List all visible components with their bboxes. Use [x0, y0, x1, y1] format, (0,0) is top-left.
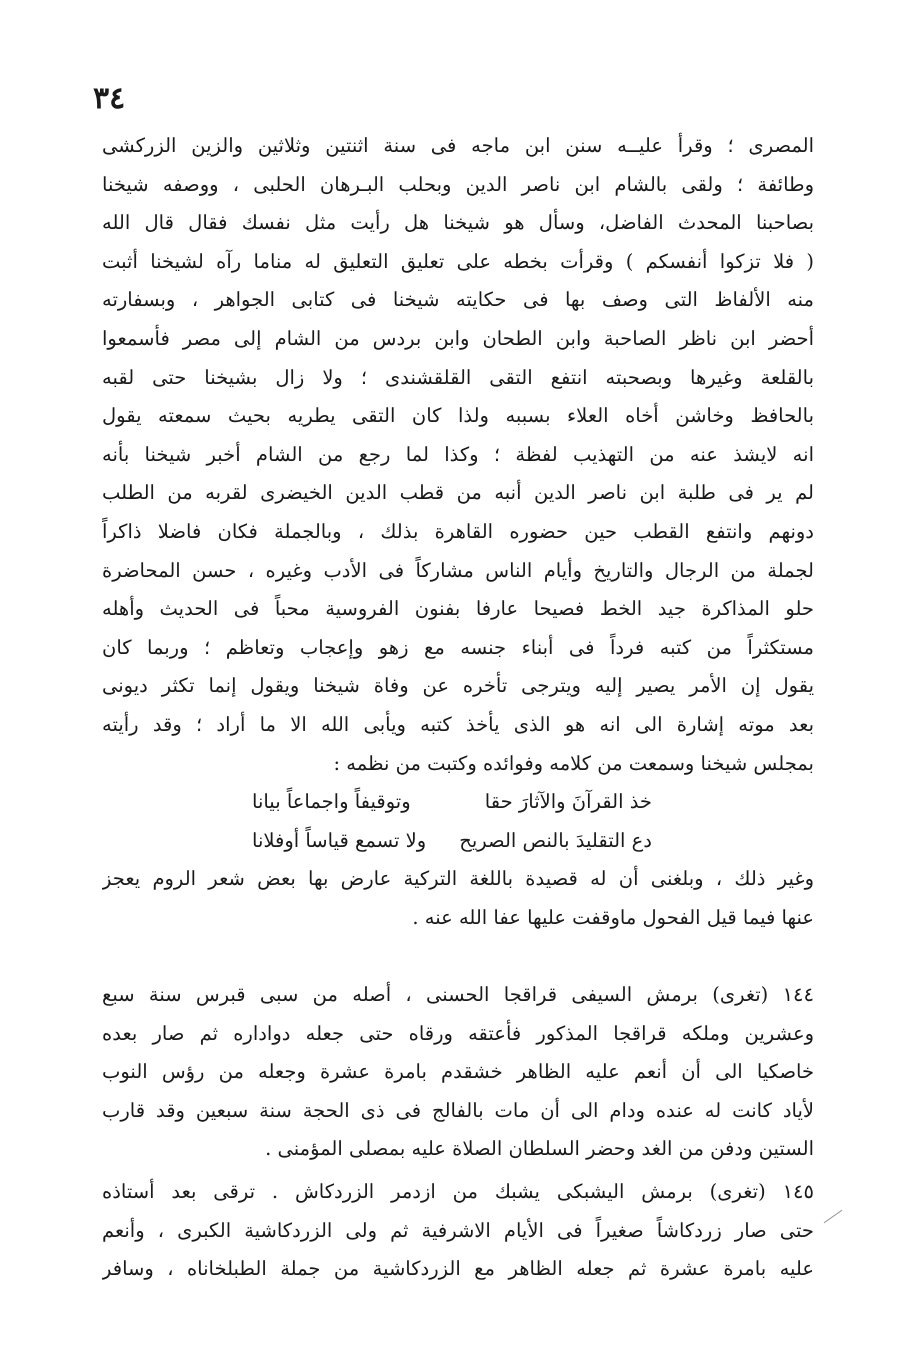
text-line: الستين ودفن من الغد وحضر السلطان الصلاة عليه بمصلى المؤمنى . [265, 1137, 814, 1161]
text-line: بعد موته إشارة الى انه هو الذى يأخذ كتبه ويأبى الله الا ما أراد ؛ وقد رأيته [102, 712, 814, 736]
poem-verse [102, 822, 814, 861]
text-line: وعشرين وملكه قراقجا المذكور فأعتقه ورقاه حتى جعله دواداره ثم صار بعده [102, 1021, 814, 1045]
text-line: المصرى ؛ وقرأ عليــه سنن ابن ماجه فى سنة اثنتين وثلاثين والزين الزركشى [102, 134, 814, 157]
verse-first-hemistich: دع التقليدَ بالنص الصريح [459, 828, 652, 852]
verse-second-hemistich: ولا تسمع قياساً أوفلانا [252, 828, 427, 852]
verse-second-hemistich: وتوقيفاً واجماعاً بيانا [252, 790, 411, 814]
text-line: وطائفة ؛ ولقى بالشام ابن ناصر الدين وبحلب البـرهان الحلبى ، ووصفه شيخنا [102, 172, 814, 196]
text-line: لم ير فى طلبة ابن ناصر الدين أنبه من قطب الدين الخيضرى لقربه من الطلب [102, 481, 814, 505]
page-number: ٣٤ [93, 81, 126, 116]
margin-mark [824, 1210, 843, 1223]
text-line: بالحافظ وخاشن أخاه العلاء بسببه ولذا كان التقى يطريه بحيث سمعته يقول [102, 404, 814, 428]
text-line: عنها فيما قيل الفحول ماوقفت عليها عفا الله عنه . [412, 905, 814, 929]
verse-first-hemistich: خذ القرآنَ والآثارَ حقا [484, 790, 652, 814]
text-line: عليه بامرة عشرة ثم جعله الظاهر مع الزردكاشية من جملة الطبلخاناه ، وسافر [102, 1257, 814, 1281]
text-line: حلو المذاكرة جيد الخط فصيحا عارفا بفنون الفروسية محباً فى الحديث وأهله [102, 597, 814, 621]
entry-143-continuation [102, 127, 814, 937]
entry-144 [102, 976, 814, 1169]
text-line: لجملة من الرجال والتاريخ وأيام الناس مشاركاً فى الأدب وغيره ، حسن المحاضرة [102, 558, 814, 582]
text-line: يقول إن الأمر يصير إليه ويترجى تأخره عن وفاة شيخنا ويقول إنما تكثر ديونى [102, 674, 814, 698]
text-line: وغير ذلك ، وبلغنى أن له قصيدة باللغة التركية عارض بها بعض شعر الروم يعجز [102, 867, 814, 891]
text-line: دونهم وانتفع القطب حين حضوره القاهرة بذلك ، وبالجملة فكان فاضلا ذاكراً [102, 519, 814, 543]
text-line: بصاحبنا المحدث الفاضل، وسأل هو شيخنا هل رأيت مثل نفسك فقال قال الله [102, 211, 814, 235]
text-line: أحضر ابن ناظر الصاحبة وابن الطحان وابن بردس من الشام إلى مصر فأسمعوا [102, 326, 814, 350]
text-line: منه الألفاظ التى وصف بها فى حكايته شيخنا فى كتابى الجواهر ، وبسفارته [102, 288, 814, 312]
text-line: لأياد كانت له عنده ودام الى أن مات بالفالج فى ذى الحجة سنة سبعين وقد قارب [102, 1098, 814, 1122]
poem-verse [102, 783, 814, 822]
text-line: بالقلعة وغيرها وبصحبته انتفع التقى القلقشندى ؛ ولا زال بشيخنا حتى لقبه [102, 365, 814, 389]
text-line: ( فلا تزكوا أنفسكم ) وقرأت بخطه على تعليق التعليق له مناما رآه لشيخنا أثبت [102, 249, 814, 273]
text-line: مستكثراً من كتبه فرداً فى أبناء جنسه مع زهو وإعجاب وتعاظم ؛ وربما كان [102, 635, 814, 659]
text-line: انه لايشذ عنه من التهذيب لفظة ؛ وكذا لما رجع من الشام أخبر شيخنا بأنه [102, 442, 814, 466]
entry-145 [102, 1173, 814, 1289]
text-line: بمجلس شيخنا وسمعت من كلامه وفوائده وكتبت من نظمه : [333, 751, 814, 775]
text-line: ١٤٥ (تغرى) برمش اليشبكى يشبك من ازدمر الزردكاش . ترقى بعد أستاذه [102, 1180, 814, 1203]
text-line: خاصكيا الى أن أنعم عليه الظاهر خشقدم بامرة عشرة وجعله من رؤس النوب [102, 1060, 814, 1084]
text-line: ١٤٤ (تغرى) برمش السيفى قراقجا الحسنى ، أصله من سبى قبرس سنة سبع [102, 983, 814, 1006]
text-line: حتى صار زردكاشاً صغيراً فى الأيام الاشرفية ثم ولى الزردكاشية الكبرى ، وأنعم [102, 1218, 814, 1242]
